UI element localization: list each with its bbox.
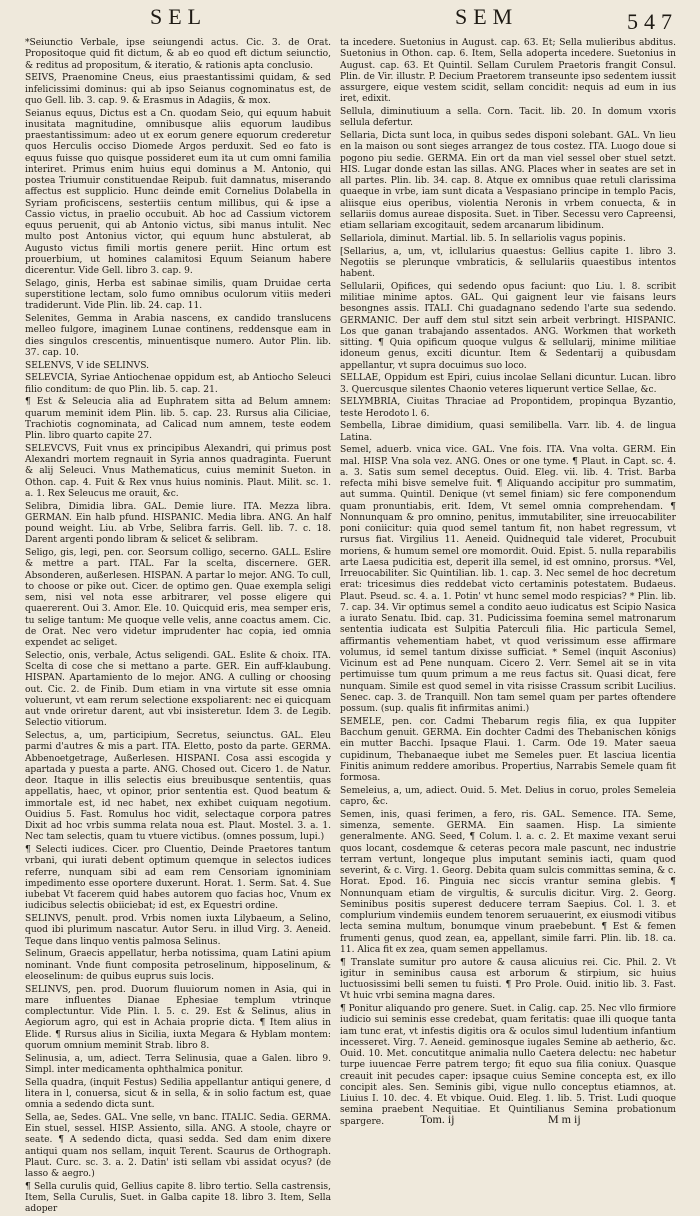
dictionary-entry: Sellaria, Dicta sunt loca, in quibus sedes disponi solebant. GAL. Vn lieu en la maison ou sont sieges arrangez de tous costez. ITA. Luogo doue si pogono piu sedie. GERMA. Ein ort da man viel sessel ober stuel setzt. HIS. Lugar donde estan las sillas. ANG. Places wher in seates are set in all partes. Plin. lib. 34. cap. 8. Atque ex omnibus quae retuli clarissima quaeque in vrbe, iam sunt dicata a Vespasiano principe in templo Pacis, aliisque eius operibus, violentia Neronis in vrbem conuecta, & in sellariis domus aureae disposita. Suet. in Tiber. Secessu vero Capreensi, etiam sellariam excogitauit, sedem arcanarum libidinum. (340, 131, 676, 231)
dictionary-entry: Selenites, Gemma in Arabia nascens, ex candido translucens melleo fulgore, imaginem Lunae continens, reddensque eam in dies singulos crescentis, minuentisque numero. Autor Plin. lib. 37. cap. 10. (25, 314, 331, 358)
dictionary-entry: ¶ Selecti iudices. Cicer. pro Cluentio, Deinde Praetores tantum vrbani, qui iurati debent optimum quemque in selectos iudices referre, nunquam sibi ad eam rem Censoriam ignominiam impedimento esse oportere duxerunt. Horat. 1. Serm. Sat. 4. Sue iubebat Vt facerem quid habes autorem quo facias hoc, Vnum ex iudicibus selectis obiiciebat; id est, ex Equestri ordine. (25, 845, 331, 912)
dictionary-entry: Semeleius, a, um, adiect. Ouid. 5. Met. Delius in coruo, proles Semeleia capro, &c. (340, 785, 676, 807)
footer-tome: Tom. ij (420, 1112, 455, 1126)
dictionary-entry: Sellariola, diminut. Martial. lib. 5. In sellariolis vagus popinis. (340, 233, 626, 244)
dictionary-entry: Sella, ae, Sedes. GAL. Vne selle, vn banc. ITALIC. Sedia. GERMA. Ein stuel, sessel. HISP. Assiento, silla. ANG. A stoole, chayre or seate. ¶ A sedendo dicta, quasi sedda. Sed dam enim dixere antiqui quam nos sellam, inquit Terent. Scaurus de Orthograph. Plaut. Curc. sc. 3. a. 2. Datin' isti sellam vbi assidat ocyus? (de lasso & aegro.) (25, 1112, 331, 1179)
dictionary-entry: SELYMBRIA, Ciuitas Thraciae ad Propontidem, propinqua Byzantio, teste Herodoto l. 6. (340, 397, 676, 419)
left-column (25, 38, 331, 1215)
dictionary-entry: SEIVS, Praenomine Cneus, eius praestantissimi quidam, & sed infelicissimi dominus: qui ab ipso Seianus cognominatus est, de quo Gell. lib. 3. cap. 9. & Erasmus in Adagiis, & mox. (25, 73, 331, 106)
header-left: SEL (150, 4, 208, 29)
dictionary-entry: SELEVCVS, Fuit vnus ex principibus Alexandri, qui primus post Alexandri mortem regnauit in Syria annos quadraginta. Fuerunt & alij Seleuci. Vnus Mathematicus, cuius meminit Sueton. in Othon. cap. 4. Fuit & Rex vnus huius nominis. Plaut. Milit. sc. 1. a. 1. Rex Seleucus me orauit, &c. (25, 443, 331, 499)
dictionary-entry: [Sellarius, a, um, vt, icllularius quaestus: Gellius capite 1. libro 3. Negotiis se plerunque vmbraticis, & sellulariis quaestibus intentos habent. (340, 246, 676, 279)
dictionary-entry: Semel, aduerb. vnica vice. GAL. Vne fois. ITA. Vna volta. GERM. Ein mal. HISP. Vna sola vez. ANG. Ones or one tyme. ¶ Plaut. in Capt. sc. 4. a. 3. Satis sum semel deceptus. Ouid. Eleg. vii. lib. 4. Trist. Barba refecta mihi bisve semelve fuit. ¶ Aliquando accipitur pro summatim, aut summa. Quintil. Denique (vt semel finiam) sic fere componendum quam pronuntiabis, erit. Idem, Vt semel omnia comprehendam. ¶ Nonnunquam & pro omnino, penitus, immutabiliter, sine irreuocabiliter poni coniicitur: quia quod semel tantum fit, non habet regressum, vt rursus fiat. Virgilius 11. Aeneid. Quidnequid tale videret, Procubuit moriens, & humum semel ore momordit. Ouid. Epist. 5. nulla reparabilis arte Laesa pudicitia est, deperit illa semel, id est omnino, prorsus. *Vel, Irreuocabiliter. Sic Quintilian. lib. 1. cap. 3. Nec semel de hoc decretum erat: tricesimus dies reddebat victo certaminis potestatem. Budaeus. Plaut. Pseud. sc. 4. a. 1. Potin' vt hunc semel modo respicias? * Plin. lib. 7. cap. 34. Vir optimus semel a condito aeuo iudicatus est Scipio Nasica a iurato Senatu. Ibid. cap. 31. Pudicissima foemina semel matronarum sententia iudicata est Sulpitia Paterculi filia. Hic particula Semel, affirmantis vehementiam habet, vt quod verissimum esse affirmare volumus, id semel tantum dixisse sufficiat. * Semel (inquit Asconius) Vicinum est ad Pene nunquam. Cicero 2. Verr. Semel ait se in vita pertimuisse tum quum primum a me reus factus sit. Quasi dicat, fere nunquam. Simile est quod semel in vita risisse Crassum scribit Lucilius. Senec. cap. 3. de Tranquill. Non tam semel quam per partes oftendere possum. (sup. qualis fit infirmitas animi.) (340, 445, 676, 714)
dictionary-entry: Seligo, gis, legi, pen. cor. Seorsum colligo, secerno. GALL. Eslire & mettre a part. ITAL. Far la scelta, discernere. GER. Absonderen, außerlesen. HISPAN. A partar lo mejor. ANG. To cull, to choose or pike out. Cicer. de optimo gen. Quae exempla seligi sem, nisi vel nota esse arbitrarer, vel posse eligere qui quaererent. Oui 3. Amor. Ele. 10. Quicquid eris, mea semper eris, tu selige tantum: Me quoque velle velis, anne coactus amem. Cic. de Orat. Nec vero videtur imprudenter hac copia, ied omnia expendet ac seliget. (25, 548, 331, 648)
dictionary-entry: SELENVS, V ide SELINVS. (25, 360, 150, 371)
dictionary-entry: Selinum, Graecis appellatur, herba notissima, quam Latini apium nominant. Vnde fiunt composita petroselinum, hipposelinum, & eleoselinum: de quibus euprus suis locis. (25, 949, 331, 982)
running-header (0, 0, 700, 34)
dictionary-entry: ¶ Ponitur aliquando pro genere. Suet. in Calig. cap. 25. Nec vllo firmiore iudicio sui seminis esse credebat, quam feritatis: quae illi quoque tanta iam tunc erat, vt infestis digitis ora & oculos simul ludentium infantium incesseret. Virg. 7. Aeneid. geminosque iugales Semine ab aetherio, &c. Ouid. 10. Met. concutitque animalia nullo Caetera delectu: nec habetur turpe iuuencae Ferre patrem tergo; fit equo sua filia coniux. Quasque creauit init pecudes caper: ipsaque cuius Semine concepta est, ex illo concipit ales. Sen. Seminis gibi, vigue nullo conceptus etiamnos, at. Liuius I. 10. dec. 4. Et vbique. Ouid. Eleg. 1. lib. 5. Trist. Ludi quoque semina praebent Nequitiae. Et Quintilianus Semina probationum spargere. (340, 1004, 676, 1127)
dictionary-entry: Semen, inis, quasi ferimen, a fero, ris. GAL. Semence. ITA. Seme, simenza, semente. GERMA. Ein saamen. Hisp. La simiente generalmente. ANG. Seed, ¶ Colum. l. a. c. 2. Et maxime vexant serui quos locant, cosdemque & ceteras pecora male pascunt, nec industrie terram vertunt, longeque plus imputant seminis iacti, quam quod severint, & c. Virg. 1. Georg. Debita quam sulcis committas semina, & c. Horat. Epod. 16. Pinguia nec siccis vrantur semina glebis. ¶ Nonnunquam etiam de virgultis, & surculis dicitur. Virg. 2. Georg. Seminibus positis superest deducere terram Saepius. Col. l. 3. et complurium vindemiis eundem tenorem seruauerint, ex eiusmodi vitibus lecta semina multum, bonumque vinum praebebunt. ¶ Est & femen frumenti genus, quod zean, ea, appellant, simile farri. Plin. lib. 18. ca. 11. Alica fit ex zea, quam semen appellamus. (340, 809, 676, 955)
dictionary-entry: Sembella, Librae dimidium, quasi semilibella. Varr. lib. 4. de lingua Latina. (340, 421, 676, 443)
dictionary-entry: SELINVS, penult. prod. Vrbis nomen iuxta Lilybaeum, a Selino, quod ibi plurimum nascatur. Autor Seru. in illud Virg. 3. Aeneid. Teque dans linquo ventis palmosa Selinus. (25, 914, 331, 947)
dictionary-entry: SELEVCIA, Syriae Antiochenae oppidum est, ab Antiocho Seleuci filio conditum: de quo Plin. lib. 5. cap. 21. (25, 373, 331, 395)
page-number: 547 (627, 9, 678, 34)
dictionary-entry: ¶ Est & Seleucia alia ad Euphratem sitta ad Belum amnem: quarum meminit idem Plin. lib. 5. cap. 23. Rursus alia Ciliciae, Trachiotis cognominata, ad Calicad num amnem, teste eodem Plin. libro quarto capite 27. (25, 397, 331, 441)
dictionary-entry: Sella quadra, (inquit Festus) Sedilia appellantur antiqui genere, d litera in l, conuersa, sicut & in sella, & in solio factum est, quae omnia a sedendo dicta sunt. (25, 1077, 331, 1110)
dictionary-entry: Sellula, diminutiuum a sella. Corn. Tacit. lib. 20. In domum vxoris sellula defertur. (340, 107, 676, 129)
dictionary-entry: ¶ Sella curulis quid, Gellius capite 8. libro tertio. Sella castrensis, Item, Sella Curulis, Suet. in Galba capite 18. libro 3. Item, Sella adoper (25, 1181, 331, 1215)
dictionary-entry: Selago, ginis, Herba est sabinae similis, quam Druidae certa superstitione lectam, solo fumo omnibus oculorum vitiis mederi tradiderunt. Vide Plin. lib. 24. cap. 11. (25, 278, 331, 312)
header-right: SEM (455, 4, 519, 29)
dictionary-entry: SELLAE, Oppidum est Epiri, cuius incolae Sellani dicuntur. Lucan. libro 3. Quercusque silentes Chaonio veteres liquerunt vertice Sellae, &c. (340, 373, 676, 395)
dictionary-entry: ¶ Translate sumitur pro autore & causa alicuius rei. Cic. Phil. 2. Vt igitur in seminibus causa est arborum & stirpium, sic huius luctuosissimi belli semen tu fuisti. ¶ Pro Prole. Ouid. initio lib. 3. Fast. Vt huic vrbi semina magna dares. (340, 957, 676, 1002)
dictionary-entry: Selibra, Dimidia libra. GAL. Demie liure. ITA. Mezza libra. GERMAN. Ein halb pfund. HISPANIC. Media libra. ANG. An half pound weight. Liu. ab Vrbe, Selibra farris. Gell. lib. 7. c. 18. Darent argenti pondo libram & selicet & selibram. (25, 501, 331, 546)
dictionary-entry: SEMELE, pen. cor. Cadmi Thebarum regis filia, ex qua Iuppiter Bacchum genuit. GERMA. Ein dochter Cadmi des Thebanischen königs ein mutter Bacchi. Ipsaque Flaui. 1. Carm. Ode 19. Mater saeua cupidinum, Thebanaeque iubet me Semeles puer. Et lasciua licentia Finitis animum reddere amoribus. Propertius, Narrabis Semele quam fit formosa. (340, 716, 676, 783)
dictionary-entry: Sellularii, Opifices, qui sedendo opus faciunt: quo Liu. l. 8. scribit militiae minime aptos. GAL. Qui gaignent leur vie faisans leurs besongnes assis. ITALI. Chi guadagnano sedendo l'arte sua sedendo. GERMANIC. Der auff dem stul sitzt sein arbeit verbringt. HISPANIC. Los que ganan trabajando assentados. ANG. Workmen that worketh sitting. ¶ Quia opificum quoque vulgus & sellularij, minime militiae idoneum genus, exciti dicuntur. Item & Sedentarij a quibusdam appellantur, vt supra docuimus suo loco. (340, 281, 676, 371)
dictionary-entry: *Seiunctio Verbale, ipse seiungendi actus. Cic. 3. de Orat. Propositoque quid fit dictum, & ab eo quod eft dictum seiunctio, & reditus ad propositum, & iteratio, & rationis apta conclusio. (25, 38, 331, 71)
dictionary-entry: SELINVS, pen. prod. Duorum fluuiorum nomen in Asia, qui in mare influentes Dianae Ephesiae templum vtrinque complectuntur. Vide Plin. l. 5. c. 29. Est & Selinus, alius in Aegiorum agro, qui est in Achaia proprie dicta. ¶ Item alius in Elide. ¶ Rursus alius in Sicilia, iuxta Megara & Hyblam montem: quorum omnium meminit Strab. libro 8. (25, 984, 331, 1051)
dictionary-entry: Selectus, a, um, participium, Secretus, seiunctus. GAL. Eleu parmi d'autres & mis a part. ITA. Eletto, posto da parte. GERMA. Abbenoetgetrage, Außerlesen. HISPANI. Cosa assi escogida y apartada y puesta a parte. ANG. Chosed out. Cicero 1. de Natur. deor. Itaque in illis selectis eius breuibusque sententiis, quas appellatis, haec, vt opinor, prior sententia est. Quod beatum & immortale est, id nec habet, nex exhibet cuiquam negotium. Ouidius 5. Fast. Romulus hoc vidit, selectaque corpora patres Dixit ad hoc vrbis summa relata noua est. Plaut. Mostel. 3. a. 1. Nec tam selectis, quam tu vtuere victibus. (omnes possum, lupi.) (25, 731, 331, 843)
dictionary-entry: Selectio, onis, verbale, Actus seligendi. GAL. Eslite & choix. ITA. Scelta di cose che si mettano a parte. GER. Ein auff-klaubung. HISPAN. Apartamiento de lo mejor. ANG. A culling or choosing out. Cic. 2. de Finib. Dum etiam in vna virtute sit esse omnia voluerunt, vt eam rerum selectione exspoliarent: nec ei quicquam aut vnde oriretur darent, aut vbi insisteretur. Idem 3. de Legib. Selectio vitiorum. (25, 650, 331, 729)
dictionary-entry: Selinusia, a, um, adiect. Terra Selinusia, quae a Galen. libro 9. Simpl. inter medicamenta ophthalmica ponitur. (25, 1053, 331, 1075)
dictionary-entry: ta incedere. Suetonius in August. cap. 63. Et; Sella mulieribus abditus. Suetonius in Othon. cap. 6. Item, Sella adoperta incedere. Suetonius in August. cap. 63. Et Quintil. Sellam Curulem Praetoris frangit Consul. Plin. de Vir. illustr. P. Decium Praetorem transeunte ipso sedentem iussit assurgere, eique vestem scidit, sellam concidit: nequis ad eum in ius iret, edixit. (340, 38, 676, 105)
page-footer (0, 1112, 700, 1132)
footer-signature: M m ij (548, 1112, 581, 1126)
dictionary-entry: Seianus equus, Dictus est a Cn. quodam Seio, qui equum habuit inusitata magnitudine, omnibusque aliis equorum laudibus praestantissimum: adeo ut ex eorum genere equorum crederetur quos Herculis occiso Diomede Argos perduxit. Sed eo fato is equus fuisse quo quisque possideret eum ita ut cum omni familia interiret. Primus enim huius equi dominus a M. Antonio, qui postea Triumuir constituendae Reipub. fuit damnatus, miserando affectus est supplicio. Hunc deinde emit Cornelius Dolabella in Syriam proficiscens, sestertiis centum millibus, qui & ipse a Cassio victus, in praelio occubuit. Ab hoc ad Cassium victorem equus peruenit, qui ab Antonio victus, sibi manus intulit. Nec multo post Antonius victor, qui equum hunc abstulerat, ab Augusto victus fimili mortis genere periit. Hinc ortum est prouerbium, ut homines calamitosi Equum Seianum habere dicerentur. Vide Gell. libro 3. cap. 9. (25, 108, 331, 276)
